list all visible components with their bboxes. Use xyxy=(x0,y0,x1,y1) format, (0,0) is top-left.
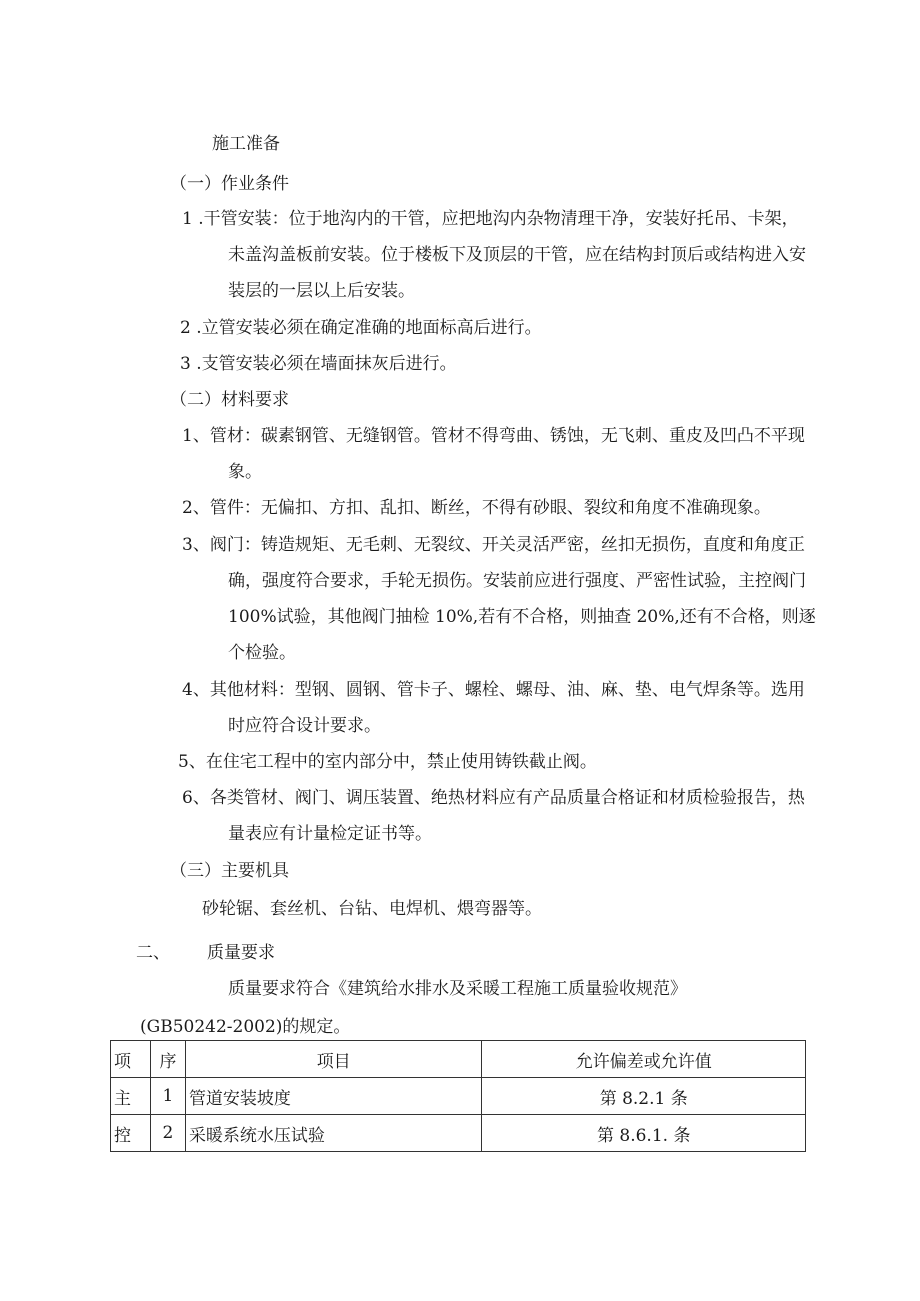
condition-item-1-line1: 1 .干管安装：位于地沟内的干管，应把地沟内杂物清理干净，安装好托吊、卡架， xyxy=(182,209,799,229)
table-cell-value: 第 8.6.1. 条 xyxy=(482,1115,806,1152)
section-title-quality: 质量要求 xyxy=(207,943,275,963)
material-item-3-line3: 100%试验，其他阀门抽检 10%,若有不合格，则抽查 20%,还有不合格，则逐 xyxy=(228,607,816,627)
material-item-4-line2: 时应符合设计要求。 xyxy=(228,716,381,736)
table-group-label: 主 xyxy=(111,1078,151,1115)
quality-table xyxy=(110,1040,806,1152)
table-row xyxy=(111,1078,806,1115)
material-item-6-line2: 量表应有计量检定证书等。 xyxy=(228,824,432,844)
table-cell-item: 采暖系统水压试验 xyxy=(185,1115,482,1152)
material-item-1-line2: 象。 xyxy=(228,462,262,482)
material-item-5: 5、在住宅工程中的室内部分中，禁止使用铸铁截止阀。 xyxy=(178,752,597,772)
condition-item-1-line2: 未盖沟盖板前安装。位于楼板下及顶层的干管，应在结构封顶后或结构进入安 xyxy=(228,245,806,265)
condition-item-1-line3: 装层的一层以上后安装。 xyxy=(228,281,415,301)
material-item-3-line1: 3、阀门：铸造规矩、无毛刺、无裂纹、开关灵活严密，丝扣无损伤，直度和角度正 xyxy=(182,535,805,555)
table-cell-number: 1 xyxy=(150,1078,185,1115)
quality-paragraph-line2: (GB50242-2002)的规定。 xyxy=(140,1017,351,1037)
material-item-4-line1: 4、其他材料：型钢、圆钢、管卡子、螺栓、螺母、油、麻、垫、电气焊条等。选用 xyxy=(182,680,805,700)
table-header-category: 项 xyxy=(111,1041,151,1078)
table-group-label: 控 xyxy=(111,1115,151,1152)
material-item-1-line1: 1、管材：碳素钢管、无缝钢管。管材不得弯曲、锈蚀，无飞刺、重皮及凹凸不平现 xyxy=(182,426,805,446)
table-header-item: 项目 xyxy=(185,1041,482,1078)
condition-item-3: 3 .支管安装必须在墙面抹灰后进行。 xyxy=(180,354,457,374)
table-row xyxy=(111,1115,806,1152)
subsection-heading-tools: （三）主要机具 xyxy=(170,861,289,881)
subsection-heading-materials: （二）材料要求 xyxy=(170,390,289,410)
table-header-tolerance: 允许偏差或允许值 xyxy=(482,1041,806,1078)
section-title: 施工准备 xyxy=(212,134,280,154)
material-item-6-line1: 6、各类管材、阀门、调压装置、绝热材料应有产品质量合格证和材质检验报告，热 xyxy=(182,788,805,808)
subsection-heading-conditions: （一）作业条件 xyxy=(170,174,289,194)
table-header-number: 序 xyxy=(150,1041,185,1078)
table-cell-item: 管道安装坡度 xyxy=(185,1078,482,1115)
condition-item-2: 2 .立管安装必须在确定准确的地面标高后进行。 xyxy=(180,318,542,338)
table-header-row xyxy=(111,1041,806,1078)
material-item-3-line4: 个检验。 xyxy=(228,643,296,663)
tools-list: 砂轮锯、套丝机、台钻、电焊机、煨弯器等。 xyxy=(202,899,542,919)
table-cell-value: 第 8.2.1 条 xyxy=(482,1078,806,1115)
material-item-2: 2、管件：无偏扣、方扣、乱扣、断丝，不得有砂眼、裂纹和角度不准确现象。 xyxy=(182,498,771,518)
table-cell-number: 2 xyxy=(150,1115,185,1152)
material-item-3-line2: 确，强度符合要求，手轮无损伤。安装前应进行强度、严密性试验，主控阀门 xyxy=(228,571,806,591)
quality-paragraph-line1: 质量要求符合《建筑给水排水及采暖工程施工质量验收规范》 xyxy=(228,979,687,999)
section-number-2: 二、 xyxy=(136,943,170,963)
